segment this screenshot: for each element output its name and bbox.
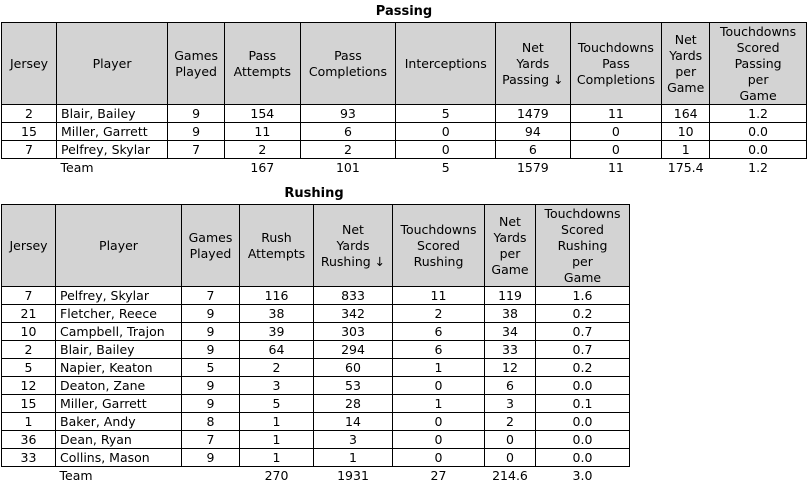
col-games-played[interactable] bbox=[182, 205, 240, 287]
stat-cell: 0 bbox=[485, 449, 536, 467]
stat-cell: 2 bbox=[485, 413, 536, 431]
header-label-line: Rush bbox=[261, 229, 292, 245]
col-player[interactable]: Player bbox=[56, 205, 182, 287]
header-label-line: Net bbox=[521, 39, 544, 55]
stat-cell: 33 bbox=[485, 341, 536, 359]
header-label-line: Attempts bbox=[247, 245, 306, 261]
header-label-line: Game bbox=[667, 79, 705, 95]
stat-cell: 1.6 bbox=[536, 287, 630, 305]
team-total-cell bbox=[2, 467, 56, 485]
header-label-line: Touchdowns bbox=[577, 39, 654, 55]
header-label-line: Pass bbox=[248, 47, 277, 63]
header-label-line: Passing bbox=[734, 55, 782, 71]
player-name-cell: Miller, Garrett bbox=[56, 395, 182, 413]
rushing-table bbox=[1, 204, 630, 484]
stat-cell: 6 bbox=[300, 123, 396, 141]
stat-cell: 3 bbox=[314, 431, 393, 449]
stat-cell: 60 bbox=[314, 359, 393, 377]
header-label-line: Played bbox=[175, 63, 217, 79]
stat-cell: 2 bbox=[2, 105, 57, 123]
player-name-cell: Miller, Garrett bbox=[57, 123, 168, 141]
stat-cell: 1 bbox=[240, 413, 314, 431]
table-row bbox=[2, 413, 630, 431]
team-total-cell: 1.2 bbox=[748, 159, 769, 175]
stat-cell: 0.0 bbox=[710, 141, 807, 159]
stat-cell: 0 bbox=[396, 141, 496, 159]
table-row bbox=[2, 141, 807, 159]
stat-cell: 15 bbox=[2, 123, 57, 141]
stat-cell: 1 bbox=[2, 413, 56, 431]
table-row bbox=[2, 395, 630, 413]
header-label-line: per bbox=[747, 71, 769, 87]
stat-cell: 0 bbox=[393, 377, 485, 395]
stat-cell: 8 bbox=[182, 413, 240, 431]
stat-cell: 11 bbox=[570, 105, 662, 123]
team-total-cell bbox=[168, 159, 225, 177]
header-label-line: Touchdowns bbox=[400, 221, 477, 237]
stat-cell: 2 bbox=[2, 341, 56, 359]
header-label-line: Pass bbox=[602, 55, 630, 71]
stat-cell: 9 bbox=[168, 123, 225, 141]
stat-cell: 38 bbox=[240, 305, 314, 323]
stat-cell: 9 bbox=[182, 377, 240, 395]
header-label-line: Game bbox=[563, 269, 602, 285]
team-total-cell: 1579 bbox=[516, 159, 549, 175]
stat-cell: 0 bbox=[570, 141, 662, 159]
stat-cell: 34 bbox=[485, 323, 536, 341]
stat-cell: 5 bbox=[396, 105, 496, 123]
col-jersey[interactable]: Jersey bbox=[2, 23, 57, 105]
stat-cell: 3 bbox=[240, 377, 314, 395]
table-row bbox=[2, 359, 630, 377]
col-td-rushing-per-game[interactable] bbox=[536, 205, 630, 287]
stat-cell: 9 bbox=[182, 305, 240, 323]
header-label-line: Yards bbox=[669, 47, 703, 63]
stat-cell: 0 bbox=[570, 123, 662, 141]
stat-cell: 7 bbox=[168, 141, 225, 159]
team-total-cell: 214.6 bbox=[492, 467, 528, 483]
header-label-line: Net bbox=[499, 213, 521, 229]
team-total-cell: 270 bbox=[264, 467, 289, 483]
header-label-line: Game bbox=[491, 261, 529, 277]
stat-cell: 2 bbox=[225, 141, 300, 159]
col-td-passing-per-game[interactable] bbox=[710, 23, 807, 105]
team-total-cell: 1931 bbox=[337, 467, 369, 483]
stat-cell: 303 bbox=[314, 323, 393, 341]
stat-cell: 1 bbox=[662, 141, 710, 159]
stat-cell: 0 bbox=[485, 431, 536, 449]
stat-cell: 9 bbox=[182, 449, 240, 467]
player-name-cell: Campbell, Trajon bbox=[56, 323, 182, 341]
header-label-line: per bbox=[572, 253, 593, 269]
player-name-cell: Blair, Bailey bbox=[56, 341, 182, 359]
col-player[interactable]: Player bbox=[57, 23, 168, 105]
stat-cell: 11 bbox=[393, 287, 485, 305]
stat-cell: 2 bbox=[393, 305, 485, 323]
header-label-line: Net bbox=[674, 31, 697, 47]
stat-cell: 10 bbox=[662, 123, 710, 141]
stat-cell: 342 bbox=[314, 305, 393, 323]
stat-cell: 0 bbox=[393, 449, 485, 467]
header-label-line: Played bbox=[189, 245, 232, 261]
stat-cell: 6 bbox=[393, 341, 485, 359]
stat-cell: 2 bbox=[300, 141, 396, 159]
stat-cell: 2 bbox=[240, 359, 314, 377]
col-interceptions[interactable] bbox=[396, 23, 496, 105]
stat-cell: 28 bbox=[314, 395, 393, 413]
team-totals-row bbox=[2, 467, 630, 485]
team-total-cell: 175.4 bbox=[667, 159, 704, 175]
stat-cell: 0 bbox=[396, 123, 496, 141]
stat-cell: 9 bbox=[182, 395, 240, 413]
passing-table bbox=[1, 22, 807, 176]
header-label-line: Touchdowns bbox=[544, 205, 621, 221]
team-label: Team bbox=[60, 159, 94, 175]
header-label-line: per bbox=[499, 245, 521, 261]
player-name-cell: Napier, Keaton bbox=[56, 359, 182, 377]
stat-cell: 7 bbox=[182, 431, 240, 449]
player-name-cell: Blair, Bailey bbox=[57, 105, 168, 123]
table-row bbox=[2, 123, 807, 141]
header-label-line: Touchdowns bbox=[720, 23, 797, 39]
stat-cell: 7 bbox=[2, 287, 56, 305]
player-name-cell: Pelfrey, Skylar bbox=[57, 141, 168, 159]
col-games-played[interactable] bbox=[168, 23, 225, 105]
player-name-cell: Baker, Andy bbox=[56, 413, 182, 431]
stat-cell: 15 bbox=[2, 395, 56, 413]
stat-cell: 7 bbox=[182, 287, 240, 305]
team-total-cell: 27 bbox=[430, 467, 447, 483]
col-net-yards-rushing[interactable] bbox=[314, 205, 393, 287]
stat-cell: 0.0 bbox=[536, 449, 630, 467]
col-rush-attempts[interactable] bbox=[240, 205, 314, 287]
header-label-line: Scored bbox=[736, 39, 780, 55]
team-total-cell: 167 bbox=[250, 159, 275, 175]
stat-cell: 0.2 bbox=[536, 305, 630, 323]
stat-cell: 11 bbox=[225, 123, 300, 141]
header-label-line: Yards bbox=[516, 55, 550, 71]
header-label-line: Scored bbox=[561, 221, 604, 237]
stat-cell: 12 bbox=[485, 359, 536, 377]
header-label-line: Yards bbox=[493, 229, 527, 245]
stat-cell: 6 bbox=[496, 141, 570, 159]
stat-cell: 14 bbox=[314, 413, 393, 431]
stat-cell: 0.2 bbox=[536, 359, 630, 377]
stat-cell: 0.0 bbox=[536, 413, 630, 431]
stat-cell: 119 bbox=[485, 287, 536, 305]
stat-cell: 9 bbox=[182, 323, 240, 341]
col-jersey[interactable]: Jersey bbox=[2, 205, 56, 287]
stat-cell: 294 bbox=[314, 341, 393, 359]
player-name-cell: Deaton, Zane bbox=[56, 377, 182, 395]
header-label-line: Pass bbox=[334, 47, 362, 63]
stat-cell: 0.0 bbox=[536, 377, 630, 395]
header-label-line: Net bbox=[342, 221, 364, 237]
header-label-line: Completions bbox=[308, 63, 387, 79]
header-label-line: Scored bbox=[417, 237, 460, 253]
header-label-line: Interceptions bbox=[404, 55, 487, 71]
col-td-rushing[interactable] bbox=[393, 205, 485, 287]
stat-cell: 9 bbox=[168, 105, 225, 123]
col-pass-completions[interactable] bbox=[300, 23, 396, 105]
stat-cell: 1 bbox=[393, 359, 485, 377]
header-label-line: Games bbox=[188, 229, 233, 245]
col-net-yards-passing[interactable] bbox=[496, 23, 570, 105]
stat-cell: 39 bbox=[240, 323, 314, 341]
table-row bbox=[2, 377, 630, 395]
stat-cell: 93 bbox=[300, 105, 396, 123]
header-label-line: Game bbox=[739, 87, 777, 103]
table-row bbox=[2, 323, 630, 341]
player-name-cell: Dean, Ryan bbox=[56, 431, 182, 449]
stat-cell: 164 bbox=[662, 105, 710, 123]
stat-cell: 7 bbox=[2, 141, 57, 159]
stat-cell: 9 bbox=[182, 341, 240, 359]
team-label: Team bbox=[59, 467, 93, 483]
team-total-cell: 3.0 bbox=[572, 467, 593, 483]
stat-cell: 0.0 bbox=[710, 123, 807, 141]
stat-cell: 0 bbox=[393, 431, 485, 449]
stat-cell: 12 bbox=[2, 377, 56, 395]
table-row bbox=[2, 305, 630, 323]
stat-cell: 6 bbox=[393, 323, 485, 341]
player-name-cell: Fletcher, Reece bbox=[56, 305, 182, 323]
table-row bbox=[2, 449, 630, 467]
table-row bbox=[2, 287, 630, 305]
stat-cell: 1.2 bbox=[710, 105, 807, 123]
stat-cell: 1 bbox=[393, 395, 485, 413]
col-pass-attempts[interactable] bbox=[225, 23, 300, 105]
stat-cell: 21 bbox=[2, 305, 56, 323]
passing-title: Passing bbox=[375, 4, 433, 19]
stat-cell: 5 bbox=[182, 359, 240, 377]
stat-cell: 38 bbox=[485, 305, 536, 323]
team-total-cell bbox=[2, 159, 57, 177]
stat-cell: 0.7 bbox=[536, 341, 630, 359]
stat-cell: 0.0 bbox=[536, 431, 630, 449]
team-total-cell: 11 bbox=[607, 159, 624, 175]
stat-cell: 0 bbox=[393, 413, 485, 431]
header-label-line: Rushing bbox=[557, 237, 608, 253]
team-total-cell: 101 bbox=[335, 159, 360, 175]
stat-cell: 0.1 bbox=[536, 395, 630, 413]
stat-cell: 94 bbox=[496, 123, 570, 141]
col-net-yards-per-game[interactable] bbox=[662, 23, 710, 105]
header-label-line: Yards bbox=[336, 237, 370, 253]
stat-cell: 36 bbox=[2, 431, 56, 449]
table-row bbox=[2, 341, 630, 359]
header-label-line: Attempts bbox=[233, 63, 292, 79]
stat-cell: 33 bbox=[2, 449, 56, 467]
stat-cell: 10 bbox=[2, 323, 56, 341]
stat-cell: 5 bbox=[2, 359, 56, 377]
stat-cell: 1 bbox=[240, 449, 314, 467]
header-label-line: Rushing bbox=[413, 253, 464, 269]
stat-cell: 154 bbox=[225, 105, 300, 123]
header-label-line: Passing ↓ bbox=[502, 71, 564, 87]
team-totals-row bbox=[2, 159, 807, 177]
table-row bbox=[2, 105, 807, 123]
rushing-title: Rushing bbox=[284, 186, 344, 201]
stat-cell: 116 bbox=[240, 287, 314, 305]
player-name-cell: Pelfrey, Skylar bbox=[56, 287, 182, 305]
header-label-line: Completions bbox=[576, 71, 655, 87]
table-row bbox=[2, 431, 630, 449]
stat-cell: 3 bbox=[485, 395, 536, 413]
stat-cell: 6 bbox=[485, 377, 536, 395]
col-td-pass-completions[interactable] bbox=[570, 23, 662, 105]
stat-cell: 5 bbox=[240, 395, 314, 413]
stat-cell: 1 bbox=[314, 449, 393, 467]
player-name-cell: Collins, Mason bbox=[56, 449, 182, 467]
stat-cell: 64 bbox=[240, 341, 314, 359]
header-label-line: per bbox=[675, 63, 697, 79]
stat-cell: 1 bbox=[240, 431, 314, 449]
header-label-line: Games bbox=[174, 47, 218, 63]
stat-cell: 0.7 bbox=[536, 323, 630, 341]
stat-cell: 53 bbox=[314, 377, 393, 395]
team-total-cell: 5 bbox=[441, 159, 450, 175]
stat-cell: 833 bbox=[314, 287, 393, 305]
team-total-cell bbox=[182, 467, 240, 485]
col-net-yards-per-game[interactable] bbox=[485, 205, 536, 287]
header-label-line: Rushing ↓ bbox=[320, 253, 386, 269]
stat-cell: 1479 bbox=[496, 105, 570, 123]
